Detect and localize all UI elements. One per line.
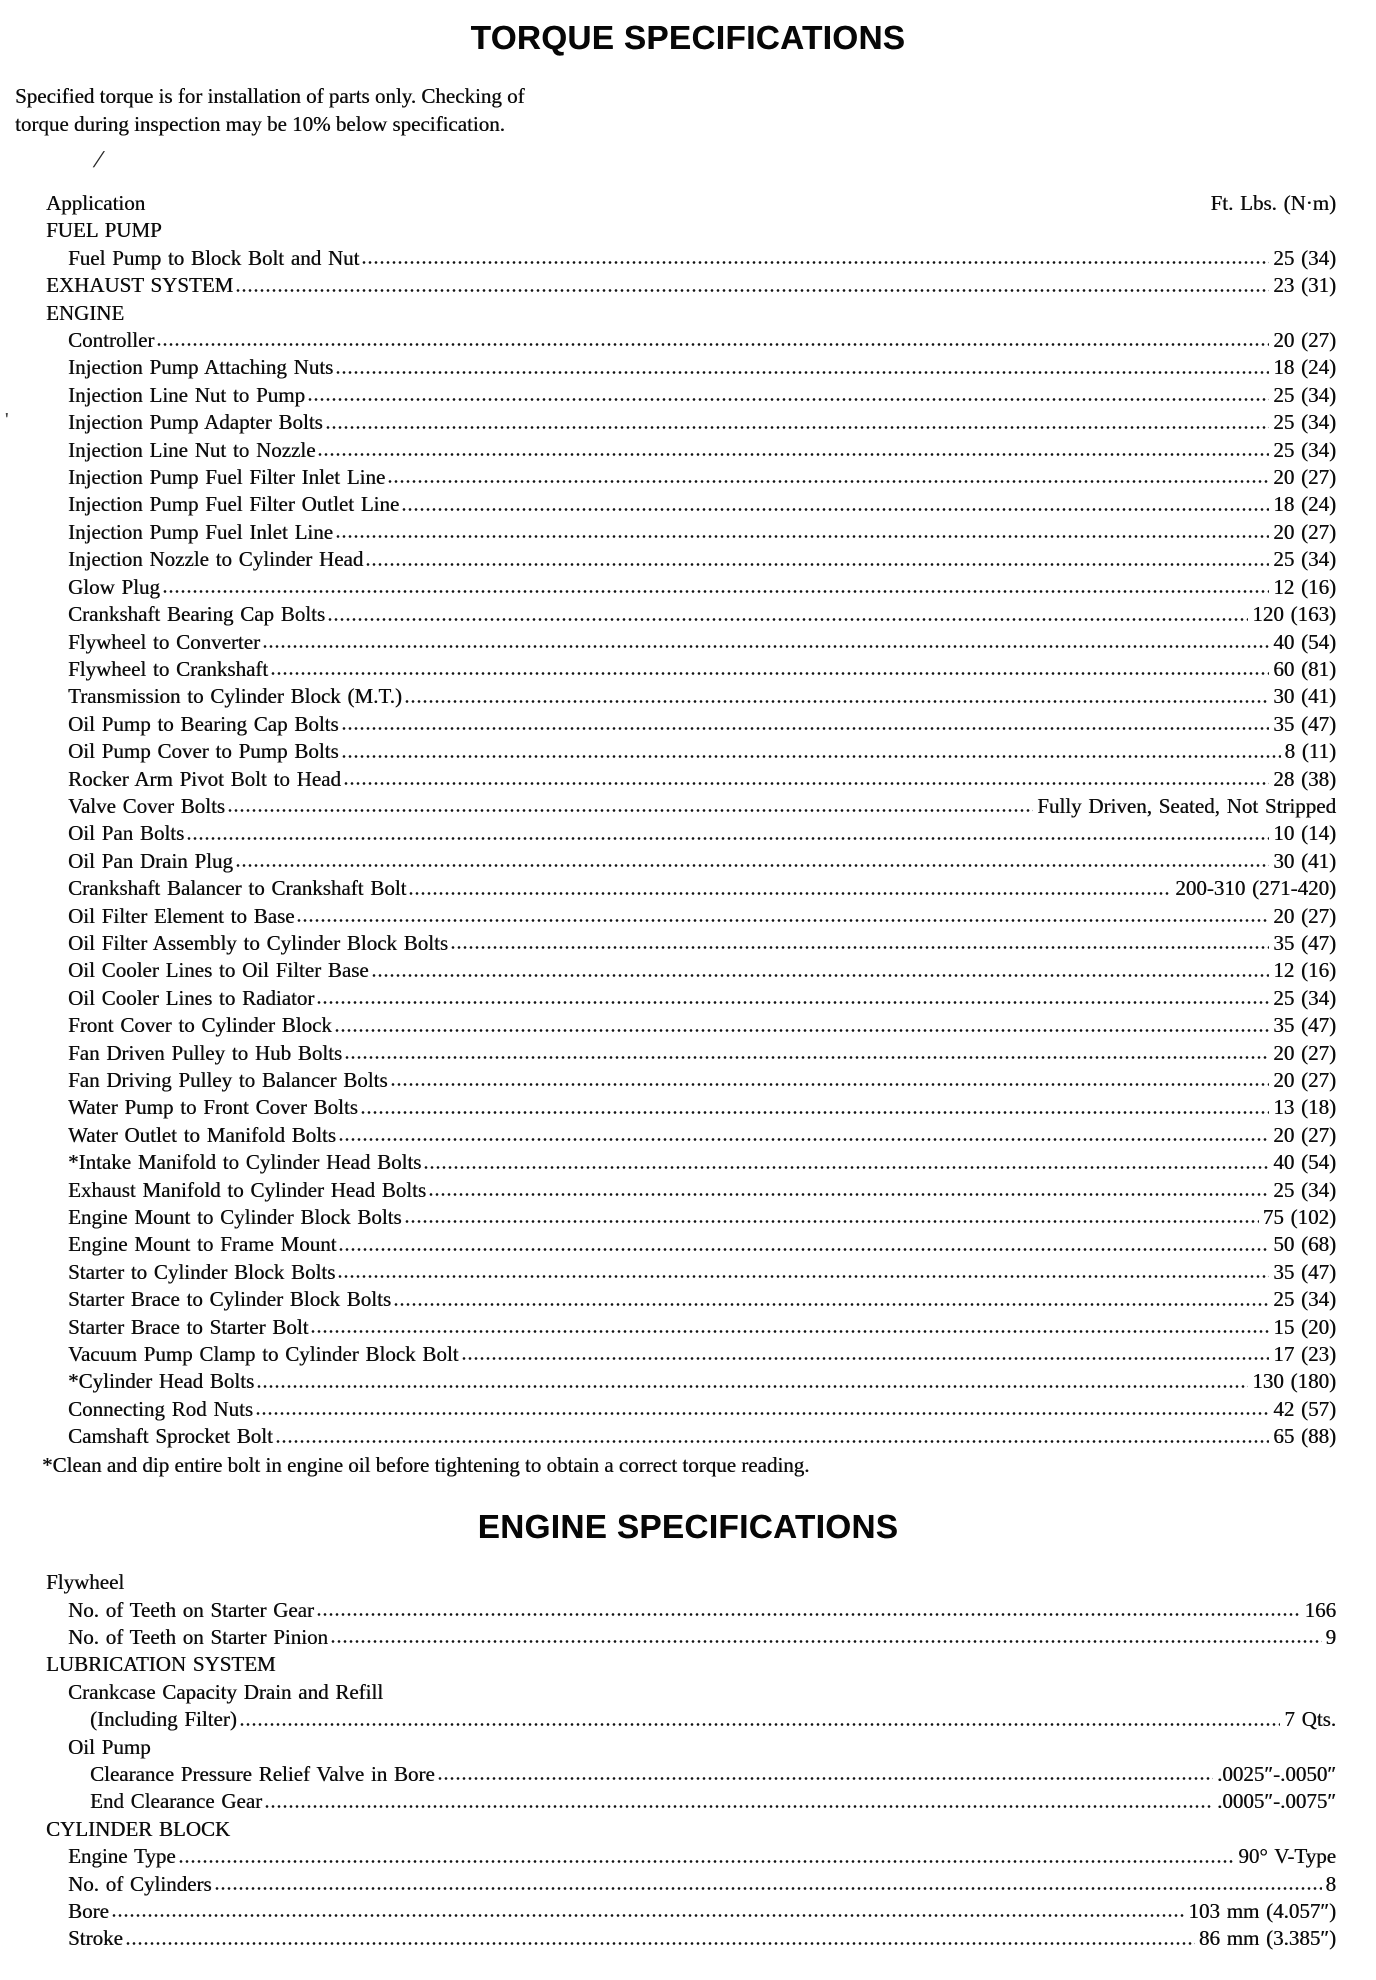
spec-row bbox=[46, 1094, 1336, 1121]
spec-row bbox=[46, 766, 1336, 793]
spec-label: Fan Driving Pulley to Balancer Bolts bbox=[68, 1068, 388, 1092]
spec-row bbox=[46, 711, 1336, 738]
dotted-leader bbox=[256, 1368, 1248, 1395]
dotted-leader bbox=[341, 711, 1270, 738]
spec-row bbox=[46, 848, 1336, 875]
spec-value: 30 (41) bbox=[1273, 684, 1336, 709]
spec-row bbox=[46, 1734, 1336, 1761]
spec-value: 20 (27) bbox=[1273, 1040, 1336, 1065]
spec-label: Controller bbox=[68, 328, 155, 353]
dotted-leader bbox=[125, 1925, 1195, 1952]
spec-label: Oil Pan Bolts bbox=[68, 821, 185, 846]
dotted-leader bbox=[360, 1094, 1269, 1121]
intro-paragraph bbox=[15, 82, 1376, 138]
dotted-leader bbox=[365, 546, 1269, 573]
dotted-leader bbox=[450, 930, 1269, 957]
engine-specifications-title: ENGINE SPECIFICATIONS bbox=[477, 1508, 899, 1546]
dotted-leader bbox=[214, 1871, 1322, 1898]
spec-label: Engine Mount to Frame Mount bbox=[68, 1232, 337, 1257]
spec-value: 25 (34) bbox=[1273, 1287, 1336, 1312]
spec-label: *Cylinder Head Bolts bbox=[68, 1369, 255, 1394]
spec-value: 20 (27) bbox=[1273, 465, 1336, 490]
spec-label: Vacuum Pump Clamp to Cylinder Block Bolt bbox=[68, 1342, 459, 1367]
dotted-leader bbox=[334, 1012, 1269, 1039]
dotted-leader bbox=[162, 574, 1269, 601]
spec-row bbox=[46, 1706, 1336, 1733]
dotted-leader bbox=[264, 1788, 1213, 1815]
spec-value: 75 (102) bbox=[1262, 1205, 1336, 1230]
spec-row bbox=[46, 1368, 1336, 1395]
spec-value: 86 mm (3.385″) bbox=[1198, 1926, 1336, 1951]
spec-value: 13 (18) bbox=[1273, 1095, 1336, 1120]
spec-label: End Clearance Gear bbox=[90, 1789, 263, 1814]
spec-label: No. of Teeth on Starter Gear bbox=[68, 1597, 314, 1622]
dotted-leader bbox=[393, 1286, 1269, 1313]
dotted-leader bbox=[335, 519, 1269, 546]
spec-row bbox=[46, 1843, 1336, 1870]
spec-value: 200-310 (271-420) bbox=[1175, 876, 1336, 901]
spec-label: Flywheel bbox=[46, 1570, 125, 1595]
dotted-leader bbox=[387, 464, 1269, 491]
spec-value: .0005″-.0075″ bbox=[1217, 1789, 1336, 1814]
spec-value: 40 (54) bbox=[1273, 629, 1336, 654]
dotted-leader bbox=[178, 1843, 1235, 1870]
dotted-leader bbox=[341, 738, 1281, 765]
spec-row bbox=[46, 245, 1336, 272]
dotted-leader bbox=[338, 1231, 1269, 1258]
dotted-leader bbox=[186, 820, 1269, 847]
spec-label: EXHAUST SYSTEM bbox=[46, 273, 234, 298]
dotted-leader bbox=[337, 1259, 1269, 1286]
spec-row bbox=[46, 1679, 1336, 1706]
dotted-leader bbox=[156, 327, 1269, 354]
spec-value: 166 bbox=[1304, 1597, 1336, 1622]
spec-row bbox=[46, 491, 1336, 518]
torque-rows bbox=[46, 217, 1336, 1450]
engine-spec-table bbox=[46, 1569, 1336, 1953]
spec-label: Water Pump to Front Cover Bolts bbox=[68, 1095, 358, 1120]
spec-row bbox=[46, 1624, 1336, 1651]
spec-label: Injection Line Nut to Nozzle bbox=[68, 437, 316, 462]
spec-row bbox=[46, 1067, 1336, 1094]
dotted-leader bbox=[335, 354, 1269, 381]
spec-row bbox=[46, 656, 1336, 683]
spec-row bbox=[46, 437, 1336, 464]
spec-label: Starter to Cylinder Block Bolts bbox=[68, 1259, 336, 1284]
dotted-leader bbox=[275, 1423, 1269, 1450]
spec-label: Water Outlet to Manifold Bolts bbox=[68, 1122, 336, 1147]
spec-label: Connecting Rod Nuts bbox=[68, 1396, 253, 1421]
spec-value: 35 (47) bbox=[1273, 930, 1336, 955]
spec-row bbox=[46, 985, 1336, 1012]
spec-value: 40 (54) bbox=[1273, 1150, 1336, 1175]
spec-label: Injection Pump Fuel Inlet Line bbox=[68, 519, 333, 544]
dotted-leader bbox=[401, 491, 1269, 518]
torque-footnote: *Clean and dip entire bolt in engine oil before tightening to obtain a correct torque reading. bbox=[42, 1452, 810, 1477]
torque-spec-table bbox=[46, 190, 1336, 1451]
spec-label: Injection Pump Fuel Filter Inlet Line bbox=[68, 465, 386, 490]
spec-value: Fully Driven, Seated, Not Stripped bbox=[1037, 793, 1336, 818]
spec-row bbox=[46, 546, 1336, 573]
spec-label: Starter Brace to Cylinder Block Bolts bbox=[68, 1287, 392, 1312]
spec-label: Fan Driven Pulley to Hub Bolts bbox=[68, 1040, 343, 1065]
spec-row bbox=[46, 1314, 1336, 1341]
application-column-header: Application bbox=[46, 191, 146, 215]
dotted-leader bbox=[325, 409, 1270, 436]
spec-label: Engine Mount to Cylinder Block Bolts bbox=[68, 1205, 402, 1230]
spec-label: Transmission to Cylinder Block (M.T.) bbox=[68, 684, 402, 709]
scan-artifact-slash: / bbox=[90, 147, 106, 173]
spec-row bbox=[46, 519, 1336, 546]
spec-label: Oil Pump Cover to Pump Bolts bbox=[68, 739, 339, 764]
spec-row bbox=[46, 1597, 1336, 1624]
spec-row bbox=[46, 354, 1336, 381]
spec-label: Oil Cooler Lines to Oil Filter Base bbox=[68, 958, 369, 983]
spec-label: LUBRICATION SYSTEM bbox=[46, 1652, 276, 1677]
spec-row bbox=[46, 1651, 1336, 1678]
spec-label: Glow Plug bbox=[68, 574, 160, 599]
spec-label: Injection Pump Adapter Bolts bbox=[68, 410, 323, 435]
spec-label: ENGINE bbox=[46, 300, 125, 325]
spec-label: Oil Pump bbox=[68, 1734, 151, 1759]
spec-value: 18 (24) bbox=[1273, 355, 1336, 380]
spec-value: 42 (57) bbox=[1273, 1396, 1336, 1421]
spec-label: Bore bbox=[68, 1898, 109, 1923]
dotted-leader bbox=[296, 903, 1269, 930]
spec-value: 65 (88) bbox=[1273, 1424, 1336, 1449]
spec-value: 23 (31) bbox=[1273, 273, 1336, 298]
spec-value: 25 (34) bbox=[1273, 437, 1336, 462]
spec-value: 30 (41) bbox=[1273, 848, 1336, 873]
spec-value: 7 Qts. bbox=[1284, 1707, 1336, 1732]
spec-value: 35 (47) bbox=[1273, 1013, 1336, 1038]
spec-label: FUEL PUMP bbox=[46, 218, 162, 243]
torque-table-header bbox=[46, 190, 1336, 217]
spec-value: 50 (68) bbox=[1273, 1232, 1336, 1257]
spec-value: 12 (16) bbox=[1273, 574, 1336, 599]
spec-label: Camshaft Sprocket Bolt bbox=[68, 1424, 273, 1449]
spec-value: 25 (34) bbox=[1273, 547, 1336, 572]
spec-label: Injection Nozzle to Cylinder Head bbox=[68, 547, 364, 572]
spec-label: Stroke bbox=[68, 1926, 123, 1951]
spec-row bbox=[46, 820, 1336, 847]
dotted-leader bbox=[361, 245, 1269, 272]
spec-row bbox=[46, 1816, 1336, 1843]
dotted-leader bbox=[270, 656, 1269, 683]
spec-row bbox=[46, 1871, 1336, 1898]
spec-label: Crankshaft Balancer to Crankshaft Bolt bbox=[68, 876, 407, 901]
spec-label: (Including Filter) bbox=[90, 1707, 237, 1732]
spec-row bbox=[46, 1423, 1336, 1450]
spec-row bbox=[46, 1040, 1336, 1067]
spec-row bbox=[46, 409, 1336, 436]
spec-row bbox=[46, 1286, 1336, 1313]
spec-label: Crankcase Capacity Drain and Refill bbox=[68, 1679, 384, 1704]
dotted-leader bbox=[235, 848, 1269, 875]
spec-row bbox=[46, 382, 1336, 409]
spec-row bbox=[46, 1204, 1336, 1231]
dotted-leader bbox=[317, 437, 1269, 464]
spec-value: 20 (27) bbox=[1273, 328, 1336, 353]
spec-label: Starter Brace to Starter Bolt bbox=[68, 1314, 309, 1339]
dotted-leader bbox=[316, 1597, 1301, 1624]
spec-label: Oil Filter Assembly to Cylinder Block Bolts bbox=[68, 930, 449, 955]
spec-row bbox=[46, 903, 1336, 930]
spec-row bbox=[46, 1341, 1336, 1368]
spec-row bbox=[46, 272, 1336, 299]
spec-value: 20 (27) bbox=[1273, 1068, 1336, 1092]
spec-label: Oil Cooler Lines to Radiator bbox=[68, 985, 315, 1010]
spec-value: 120 (163) bbox=[1252, 602, 1336, 627]
spec-row bbox=[46, 738, 1336, 765]
spec-label: Rocker Arm Pivot Bolt to Head bbox=[68, 766, 341, 791]
spec-value: 12 (16) bbox=[1273, 958, 1336, 983]
spec-row bbox=[46, 1177, 1336, 1204]
spec-label: No. of Teeth on Starter Pinion bbox=[68, 1624, 328, 1649]
spec-row bbox=[46, 1231, 1336, 1258]
spec-value: 25 (34) bbox=[1273, 985, 1336, 1010]
spec-row bbox=[46, 957, 1336, 984]
spec-row bbox=[46, 1788, 1336, 1815]
dotted-leader bbox=[423, 1149, 1269, 1176]
spec-value: 20 (27) bbox=[1273, 903, 1336, 928]
spec-label: Oil Pump to Bearing Cap Bolts bbox=[68, 711, 339, 736]
spec-row bbox=[46, 300, 1336, 327]
spec-row bbox=[46, 793, 1336, 820]
spec-row bbox=[46, 464, 1336, 491]
dotted-leader bbox=[408, 875, 1171, 902]
dotted-leader bbox=[437, 1761, 1213, 1788]
dotted-leader bbox=[404, 683, 1269, 710]
spec-row bbox=[46, 217, 1336, 244]
spec-value: 60 (81) bbox=[1273, 656, 1336, 681]
spec-row bbox=[46, 930, 1336, 957]
spec-row bbox=[46, 574, 1336, 601]
spec-label: Exhaust Manifold to Cylinder Head Bolts bbox=[68, 1177, 427, 1202]
units-column-header: Ft. Lbs. (N·m) bbox=[1210, 191, 1336, 215]
engine-rows bbox=[46, 1569, 1336, 1953]
spec-row bbox=[46, 875, 1336, 902]
spec-label: Clearance Pressure Relief Valve in Bore bbox=[90, 1761, 435, 1786]
spec-label: Valve Cover Bolts bbox=[68, 793, 225, 818]
spec-value: 25 (34) bbox=[1273, 245, 1336, 270]
spec-label: Fuel Pump to Block Bolt and Nut bbox=[68, 245, 360, 270]
spec-row bbox=[46, 1761, 1336, 1788]
spec-value: 15 (20) bbox=[1273, 1314, 1336, 1339]
scan-artifact-tick: ' bbox=[5, 409, 9, 429]
dotted-leader bbox=[111, 1898, 1185, 1925]
spec-label: Injection Pump Fuel Filter Outlet Line bbox=[68, 492, 400, 517]
dotted-leader bbox=[235, 272, 1269, 299]
spec-row bbox=[46, 629, 1336, 656]
dotted-leader bbox=[227, 793, 1033, 820]
spec-value: 25 (34) bbox=[1273, 1177, 1336, 1202]
torque-specifications-title: TORQUE SPECIFICATIONS bbox=[470, 19, 906, 56]
spec-value: 18 (24) bbox=[1273, 492, 1336, 517]
dotted-leader bbox=[390, 1067, 1270, 1094]
spec-value: 103 mm (4.057″) bbox=[1188, 1898, 1336, 1923]
spec-row bbox=[46, 1569, 1336, 1596]
spec-value: 25 (34) bbox=[1273, 382, 1336, 407]
spec-label: Injection Line Nut to Pump bbox=[68, 382, 305, 407]
spec-value: 8 (11) bbox=[1284, 739, 1336, 764]
spec-value: 90° V-Type bbox=[1238, 1844, 1336, 1869]
dotted-leader bbox=[239, 1706, 1281, 1733]
spec-label: Front Cover to Cylinder Block bbox=[68, 1013, 332, 1038]
intro-line-2: torque during inspection may be 10% below specification. bbox=[15, 112, 505, 136]
dotted-leader bbox=[316, 985, 1269, 1012]
spec-value: 20 (27) bbox=[1273, 519, 1336, 544]
dotted-leader bbox=[343, 766, 1269, 793]
spec-row bbox=[46, 1012, 1336, 1039]
dotted-leader bbox=[344, 1040, 1269, 1067]
dotted-leader bbox=[338, 1122, 1269, 1149]
spec-value: 10 (14) bbox=[1273, 821, 1336, 846]
spec-value: 8 bbox=[1325, 1871, 1336, 1896]
spec-label: Injection Pump Attaching Nuts bbox=[68, 355, 334, 380]
spec-value: 35 (47) bbox=[1273, 711, 1336, 736]
spec-row bbox=[46, 1122, 1336, 1149]
dotted-leader bbox=[461, 1341, 1270, 1368]
spec-label: Flywheel to Converter bbox=[68, 629, 260, 654]
intro-line-1: Specified torque is for installation of parts only. Checking of bbox=[15, 84, 525, 108]
spec-value: .0025″-.0050″ bbox=[1217, 1761, 1336, 1786]
spec-value: 9 bbox=[1325, 1624, 1336, 1649]
dotted-leader bbox=[428, 1177, 1269, 1204]
spec-row bbox=[46, 327, 1336, 354]
dotted-leader bbox=[404, 1204, 1259, 1231]
spec-label: No. of Cylinders bbox=[68, 1871, 212, 1896]
spec-value: 17 (23) bbox=[1273, 1342, 1336, 1367]
spec-value: 20 (27) bbox=[1273, 1122, 1336, 1147]
dotted-leader bbox=[371, 957, 1270, 984]
spec-row bbox=[46, 601, 1336, 628]
dotted-leader bbox=[255, 1396, 1269, 1423]
spec-label: Flywheel to Crankshaft bbox=[68, 656, 269, 681]
spec-label: CYLINDER BLOCK bbox=[46, 1816, 231, 1841]
dotted-leader bbox=[327, 601, 1248, 628]
spec-row bbox=[46, 1149, 1336, 1176]
spec-row bbox=[46, 683, 1336, 710]
spec-row bbox=[46, 1925, 1336, 1952]
dotted-leader bbox=[330, 1624, 1322, 1651]
spec-row bbox=[46, 1396, 1336, 1423]
spec-label: *Intake Manifold to Cylinder Head Bolts bbox=[68, 1150, 422, 1175]
spec-value: 35 (47) bbox=[1273, 1259, 1336, 1284]
spec-label: Oil Filter Element to Base bbox=[68, 903, 295, 928]
spec-value: 130 (180) bbox=[1252, 1369, 1336, 1394]
spec-label: Crankshaft Bearing Cap Bolts bbox=[68, 602, 326, 627]
spec-value: 28 (38) bbox=[1273, 766, 1336, 791]
dotted-leader bbox=[310, 1314, 1269, 1341]
spec-label: Oil Pan Drain Plug bbox=[68, 848, 233, 873]
spec-value: 25 (34) bbox=[1273, 410, 1336, 435]
spec-row bbox=[46, 1259, 1336, 1286]
spec-row bbox=[46, 1898, 1336, 1925]
dotted-leader bbox=[262, 629, 1269, 656]
spec-label: Engine Type bbox=[68, 1844, 176, 1869]
dotted-leader bbox=[307, 382, 1269, 409]
